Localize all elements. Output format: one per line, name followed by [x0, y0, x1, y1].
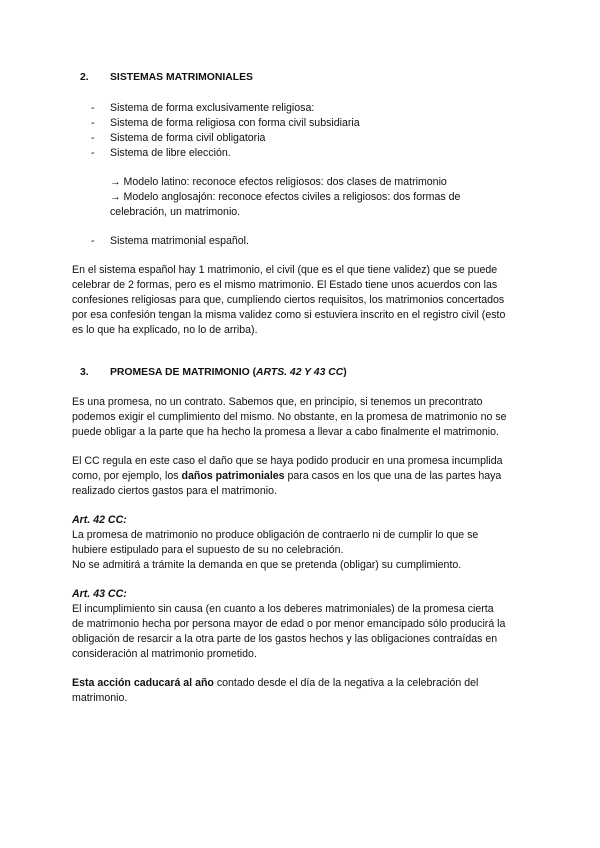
paragraph-line: como, por ejemplo, los daños patrimoniales para casos en los que una de las partes haya [72, 470, 502, 482]
section-2-title: SISTEMAS MATRIMONIALES [110, 72, 253, 83]
bullet-dash: - [91, 132, 95, 144]
paragraph-line: confesiones religiosas para que, cumpliendo ciertos requisitos, los matrimonios concertados [72, 294, 505, 306]
paragraph-line: celebrar de 2 formas, pero es el mismo matrimonio. El Estado tiene unos acuerdos con las [72, 279, 498, 291]
bullet-dash: - [91, 117, 95, 129]
paragraph-line: es lo que ha explicado, no lo de arriba). [72, 324, 258, 336]
paragraph-line: La promesa de matrimonio no produce obligación de contraerlo ni de cumplir lo que se [72, 529, 479, 541]
art-43-heading: Art. 43 CC: [72, 588, 127, 600]
section-3-number: 3. [80, 367, 89, 378]
paragraph-line: Es una promesa, no un contrato. Sabemos que, en principio, si tenemos un precontrato [72, 396, 483, 408]
paragraph-line: de matrimonio hecha por persona mayor de edad o por menor emancipado sólo producirá la [72, 618, 506, 630]
bold-caducara: Esta acción caducará al año [72, 677, 214, 689]
arrow-model-anglosajon-cont: celebración, un matrimonio. [110, 206, 241, 218]
bullet-item: Sistema de forma religiosa con forma civil subsidiaria [110, 117, 360, 129]
paragraph-line: El incumplimiento sin causa (en cuanto a los deberes matrimoniales) de la promesa cierta [72, 603, 494, 615]
arrow-model-anglosajon: → Modelo anglosajón: reconoce efectos civiles a religiosos: dos formas de [110, 191, 461, 203]
paragraph-line: Esta acción caducará al año contado desde el día de la negativa a la celebración del [72, 677, 479, 689]
paragraph-line: obligación de resarcir a la otra parte de los gastos hechos y las obligaciones contraídas en [72, 633, 498, 645]
paragraph-line: puede obligar a la parte que ha hecho la promesa a llevar a cabo finalmente el matrimonio. [72, 426, 499, 438]
bullet-dash: - [91, 102, 95, 114]
arrow-model-latino: → Modelo latino: reconoce efectos religiosos: dos clases de matrimonio [110, 176, 447, 188]
paragraph-line: matrimonio. [72, 692, 128, 704]
bullet-dash: - [91, 235, 95, 247]
bold-danos-patrimoniales: daños patrimoniales [181, 470, 285, 482]
bullet-item: Sistema de forma civil obligatoria [110, 132, 266, 144]
section-2-number: 2. [80, 72, 89, 83]
art-42-heading: Art. 42 CC: [72, 514, 127, 526]
bullet-item: Sistema de libre elección. [110, 147, 231, 159]
paragraph-line: En el sistema español hay 1 matrimonio, el civil (que es el que tiene validez) que se puede [72, 264, 498, 276]
section-3-title: PROMESA DE MATRIMONIO (ARTS. 42 Y 43 CC) [110, 367, 347, 378]
paragraph-line: No se admitirá a trámite la demanda en que se pretenda (obligar) su cumplimiento. [72, 559, 462, 571]
bullet-item: Sistema de forma exclusivamente religiosa: [110, 102, 315, 114]
paragraph-line: consideración al matrimonio prometido. [72, 648, 257, 660]
bullet-item: Sistema matrimonial español. [110, 235, 249, 247]
paragraph-line: hubiere estipulado para el supuesto de su no celebración. [72, 544, 344, 556]
bullet-dash: - [91, 147, 95, 159]
paragraph-line: El CC regula en este caso el daño que se haya podido producir en una promesa incumplida [72, 455, 503, 467]
paragraph-line: podemos exigir el cumplimiento del mismo. No obstante, en la promesa de matrimonio no se [72, 411, 507, 423]
paragraph-line: por esa confesión tengan la misma validez como si estuviera inscrito en el registro civil (esto [72, 309, 506, 321]
paragraph-line: realizado ciertos gastos para el matrimonio. [72, 485, 277, 497]
